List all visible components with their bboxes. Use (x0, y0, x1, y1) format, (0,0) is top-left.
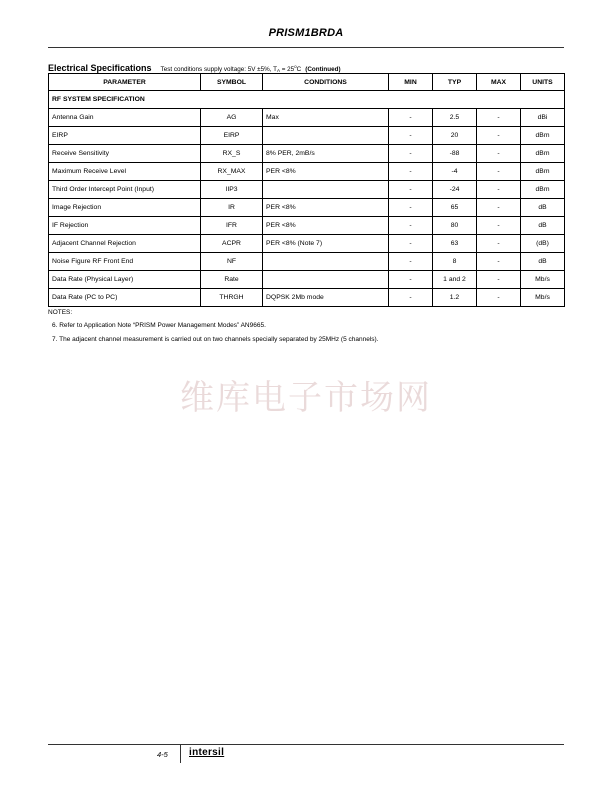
table-row (49, 289, 565, 307)
table-row (49, 217, 565, 235)
conditions-cell (263, 181, 389, 199)
table-header-row (49, 74, 565, 91)
table-row (49, 109, 565, 127)
units-cell: dBm (521, 163, 565, 181)
column-header-min: MIN (389, 74, 433, 91)
min-cell: - (389, 235, 433, 253)
max-cell: - (477, 235, 521, 253)
conditions-cell: DQPSK 2Mb mode (263, 289, 389, 307)
typ-cell: 1 and 2 (433, 271, 477, 289)
table-row (49, 253, 565, 271)
column-header-units: UNITS (521, 74, 565, 91)
typ-cell: -24 (433, 181, 477, 199)
symbol-cell: EIRP (201, 127, 263, 145)
typ-cell: 2.5 (433, 109, 477, 127)
test-conditions-subscript: A (276, 68, 280, 73)
typ-cell: 20 (433, 127, 477, 145)
conditions-cell: PER <8% (263, 217, 389, 235)
column-header-conditions: CONDITIONS (263, 74, 389, 91)
conditions-cell (263, 271, 389, 289)
table-row (49, 235, 565, 253)
symbol-cell: IFR (201, 217, 263, 235)
parameter-cell: Data Rate (Physical Layer) (49, 271, 201, 289)
units-cell: dB (521, 217, 565, 235)
parameter-cell: Antenna Gain (49, 109, 201, 127)
max-cell: - (477, 163, 521, 181)
test-conditions-temp: = 25 (279, 66, 295, 73)
document-title: PRISM1BRDA (268, 27, 344, 39)
units-cell: dBm (521, 127, 565, 145)
table-row (49, 181, 565, 199)
min-cell: - (389, 289, 433, 307)
min-cell: - (389, 109, 433, 127)
column-header-typ: TYP (433, 74, 477, 91)
section-heading (48, 58, 564, 73)
units-cell: dB (521, 199, 565, 217)
units-cell: Mb/s (521, 271, 565, 289)
symbol-cell: RX_MAX (201, 163, 263, 181)
test-conditions-prefix: Test conditions supply voltage: 5V ±5%, T (160, 66, 277, 73)
min-cell: - (389, 253, 433, 271)
units-cell: dB (521, 253, 565, 271)
page-number: 4-5 (157, 750, 168, 759)
notes-section (48, 309, 564, 350)
group-label: RF SYSTEM SPECIFICATION (49, 91, 565, 109)
conditions-cell (263, 127, 389, 145)
parameter-cell: Noise Figure RF Front End (49, 253, 201, 271)
column-header-symbol: SYMBOL (201, 74, 263, 91)
parameter-cell: Data Rate (PC to PC) (49, 289, 201, 307)
typ-cell: 1.2 (433, 289, 477, 307)
min-cell: - (389, 145, 433, 163)
max-cell: - (477, 217, 521, 235)
note-7: 7. The adjacent channel measurement is carried out on two channels specially separated by 25MHz (5 channels). (52, 336, 379, 343)
max-cell: - (477, 271, 521, 289)
continued-label: (Continued) (305, 66, 341, 73)
column-header-max: MAX (477, 74, 521, 91)
test-conditions-unit: C (296, 66, 302, 73)
table-row (49, 199, 565, 217)
note-6: 6. Refer to Application Note “PRISM Power Management Modes” AN9665. (52, 322, 266, 329)
degree-superscript: o (294, 64, 297, 69)
table-row (49, 127, 565, 145)
conditions-cell: 8% PER, 2mB/s (263, 145, 389, 163)
symbol-cell: NF (201, 253, 263, 271)
max-cell: - (477, 127, 521, 145)
conditions-cell: PER <8% (Note 7) (263, 235, 389, 253)
symbol-cell: Rate (201, 271, 263, 289)
units-cell: dBm (521, 181, 565, 199)
intersil-logo: intersil (189, 747, 225, 758)
min-cell: - (389, 217, 433, 235)
max-cell: - (477, 289, 521, 307)
symbol-cell: IIP3 (201, 181, 263, 199)
conditions-cell: Max (263, 109, 389, 127)
symbol-cell: AG (201, 109, 263, 127)
column-header-parameter: PARAMETER (49, 74, 201, 91)
min-cell: - (389, 127, 433, 145)
conditions-cell: PER <8% (263, 163, 389, 181)
header-divider (48, 47, 564, 48)
typ-cell: -4 (433, 163, 477, 181)
typ-cell: 63 (433, 235, 477, 253)
max-cell: - (477, 253, 521, 271)
symbol-cell: THRGH (201, 289, 263, 307)
watermark: 维库电子市场网 (180, 378, 432, 418)
electrical-specifications-table (48, 73, 565, 307)
table-row (49, 271, 565, 289)
units-cell: dBi (521, 109, 565, 127)
table-row (49, 163, 565, 181)
parameter-cell: Maximum Receive Level (49, 163, 201, 181)
max-cell: - (477, 145, 521, 163)
section-title: Electrical Specifications (48, 63, 152, 73)
typ-cell: 8 (433, 253, 477, 271)
test-conditions (161, 66, 302, 73)
typ-cell: 65 (433, 199, 477, 217)
parameter-cell: Third Order Intercept Point (Input) (49, 181, 201, 199)
symbol-cell: RX_S (201, 145, 263, 163)
min-cell: - (389, 163, 433, 181)
min-cell: - (389, 199, 433, 217)
table-row (49, 145, 565, 163)
max-cell: - (477, 181, 521, 199)
min-cell: - (389, 271, 433, 289)
units-cell: Mb/s (521, 289, 565, 307)
parameter-cell: EIRP (49, 127, 201, 145)
footer-separator (180, 744, 181, 763)
table-group-row (49, 91, 565, 109)
max-cell: - (477, 199, 521, 217)
min-cell: - (389, 181, 433, 199)
parameter-cell: Image Rejection (49, 199, 201, 217)
units-cell: (dB) (521, 235, 565, 253)
units-cell: dBm (521, 145, 565, 163)
typ-cell: 80 (433, 217, 477, 235)
symbol-cell: IR (201, 199, 263, 217)
parameter-cell: Adjacent Channel Rejection (49, 235, 201, 253)
symbol-cell: ACPR (201, 235, 263, 253)
conditions-cell: PER <8% (263, 199, 389, 217)
notes-label: NOTES: (48, 309, 73, 316)
footer-divider (48, 744, 564, 745)
max-cell: - (477, 109, 521, 127)
parameter-cell: IF Rejection (49, 217, 201, 235)
parameter-cell: Receive Sensitivity (49, 145, 201, 163)
typ-cell: -88 (433, 145, 477, 163)
conditions-cell (263, 253, 389, 271)
